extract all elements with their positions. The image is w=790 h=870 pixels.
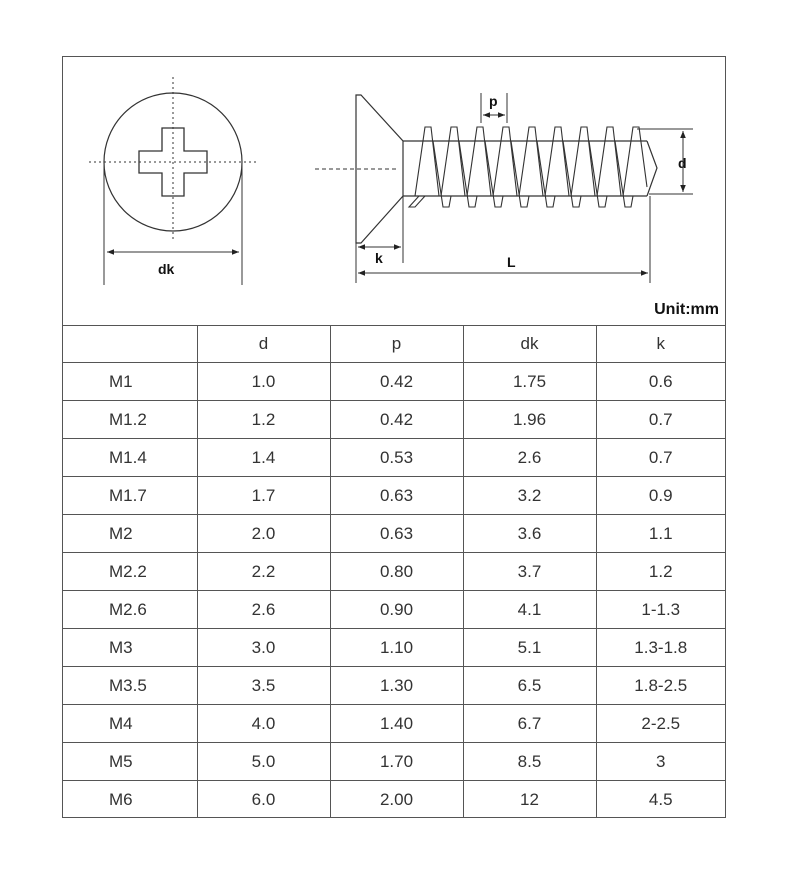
length-dimension-label: L bbox=[507, 254, 516, 270]
screw-technical-drawing bbox=[63, 57, 725, 325]
header-d: d bbox=[197, 326, 330, 363]
unit-label: Unit:mm bbox=[654, 301, 719, 318]
cell-model: M2.6 bbox=[63, 591, 197, 629]
header-k: k bbox=[596, 326, 725, 363]
header-p: p bbox=[330, 326, 463, 363]
cell-p: 0.90 bbox=[330, 591, 463, 629]
cell-dk: 3.6 bbox=[463, 515, 596, 553]
cell-dk: 1.96 bbox=[463, 401, 596, 439]
cell-k: 1.8-2.5 bbox=[596, 667, 725, 705]
cell-d: 1.2 bbox=[197, 401, 330, 439]
cell-k: 0.7 bbox=[596, 439, 725, 477]
cell-model: M2.2 bbox=[63, 553, 197, 591]
cell-k: 0.7 bbox=[596, 401, 725, 439]
table-row bbox=[63, 439, 725, 477]
table-row bbox=[63, 705, 725, 743]
cell-k: 3 bbox=[596, 743, 725, 781]
table-row bbox=[63, 477, 725, 515]
cell-dk: 6.5 bbox=[463, 667, 596, 705]
header-dk: dk bbox=[463, 326, 596, 363]
cell-k: 1.2 bbox=[596, 553, 725, 591]
cell-dk: 3.7 bbox=[463, 553, 596, 591]
cell-d: 3.0 bbox=[197, 629, 330, 667]
table-row bbox=[63, 629, 725, 667]
cell-k: 0.9 bbox=[596, 477, 725, 515]
cell-k: 1.1 bbox=[596, 515, 725, 553]
cell-d: 6.0 bbox=[197, 781, 330, 819]
cell-k: 1-1.3 bbox=[596, 591, 725, 629]
table-row bbox=[63, 515, 725, 553]
cell-k: 2-2.5 bbox=[596, 705, 725, 743]
cell-d: 5.0 bbox=[197, 743, 330, 781]
cell-model: M4 bbox=[63, 705, 197, 743]
table-row bbox=[63, 401, 725, 439]
cell-dk: 4.1 bbox=[463, 591, 596, 629]
cell-p: 0.63 bbox=[330, 477, 463, 515]
cell-p: 1.70 bbox=[330, 743, 463, 781]
cell-p: 0.80 bbox=[330, 553, 463, 591]
cell-model: M3 bbox=[63, 629, 197, 667]
diameter-dimension-label: d bbox=[678, 155, 687, 171]
table-row bbox=[63, 553, 725, 591]
cell-p: 1.40 bbox=[330, 705, 463, 743]
header-model bbox=[63, 326, 197, 363]
cell-dk: 5.1 bbox=[463, 629, 596, 667]
cell-d: 2.2 bbox=[197, 553, 330, 591]
cell-p: 1.10 bbox=[330, 629, 463, 667]
cell-dk: 8.5 bbox=[463, 743, 596, 781]
cell-d: 1.0 bbox=[197, 363, 330, 401]
cell-model: M1.7 bbox=[63, 477, 197, 515]
cell-p: 2.00 bbox=[330, 781, 463, 819]
cell-d: 1.4 bbox=[197, 439, 330, 477]
table-body bbox=[63, 363, 725, 819]
table-row bbox=[63, 781, 725, 819]
cell-p: 0.63 bbox=[330, 515, 463, 553]
cell-dk: 1.75 bbox=[463, 363, 596, 401]
cell-model: M3.5 bbox=[63, 667, 197, 705]
cell-model: M2 bbox=[63, 515, 197, 553]
table-row bbox=[63, 667, 725, 705]
cell-dk: 12 bbox=[463, 781, 596, 819]
cell-p: 0.42 bbox=[330, 401, 463, 439]
cell-p: 0.53 bbox=[330, 439, 463, 477]
cell-dk: 3.2 bbox=[463, 477, 596, 515]
dk-dimension-label: dk bbox=[158, 261, 175, 277]
screw-head-top-view bbox=[89, 77, 259, 285]
screw-drawing-svg bbox=[63, 57, 725, 325]
cell-p: 0.42 bbox=[330, 363, 463, 401]
table-row bbox=[63, 743, 725, 781]
cell-dk: 2.6 bbox=[463, 439, 596, 477]
cell-k: 1.3-1.8 bbox=[596, 629, 725, 667]
cell-model: M6 bbox=[63, 781, 197, 819]
cell-k: 4.5 bbox=[596, 781, 725, 819]
screw-side-view bbox=[315, 93, 693, 283]
cell-d: 4.0 bbox=[197, 705, 330, 743]
cell-k: 0.6 bbox=[596, 363, 725, 401]
table-row bbox=[63, 363, 725, 401]
k-dimension-label: k bbox=[375, 250, 383, 266]
cell-model: M1 bbox=[63, 363, 197, 401]
cell-dk: 6.7 bbox=[463, 705, 596, 743]
cell-d: 1.7 bbox=[197, 477, 330, 515]
spec-table bbox=[63, 325, 725, 818]
cell-model: M5 bbox=[63, 743, 197, 781]
cell-d: 2.0 bbox=[197, 515, 330, 553]
table-row bbox=[63, 591, 725, 629]
spec-sheet bbox=[62, 56, 726, 818]
cell-d: 3.5 bbox=[197, 667, 330, 705]
cell-model: M1.2 bbox=[63, 401, 197, 439]
cell-d: 2.6 bbox=[197, 591, 330, 629]
cell-model: M1.4 bbox=[63, 439, 197, 477]
cell-p: 1.30 bbox=[330, 667, 463, 705]
table-header-row bbox=[63, 326, 725, 363]
pitch-dimension-label: p bbox=[489, 93, 498, 109]
